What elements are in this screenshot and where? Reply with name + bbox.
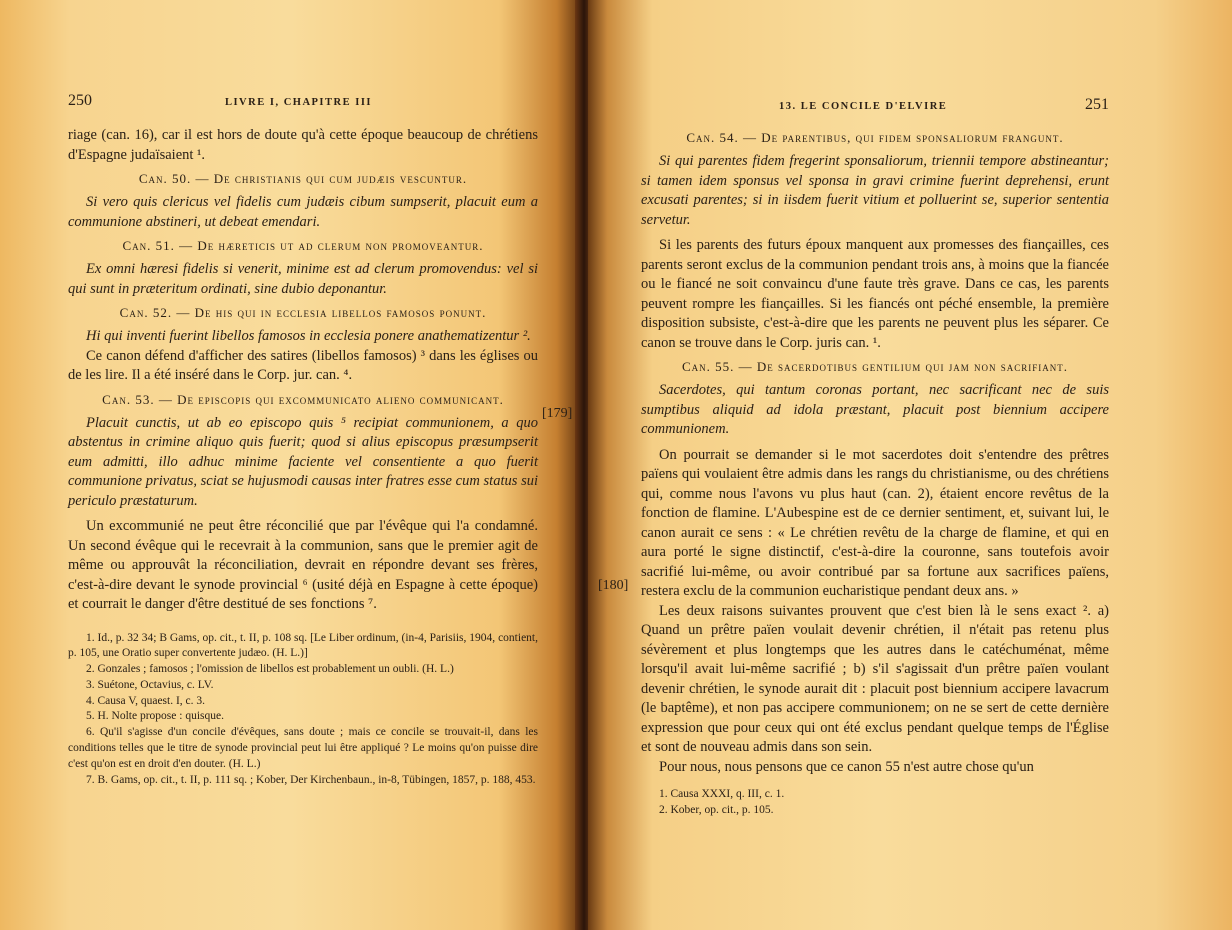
footnote: 7. B. Gams, op. cit., t. II, p. 111 sq. ; Kober, Der Kirchenbaun., in-8, Tübingen, 1857, p. 188, 453. <box>86 773 536 786</box>
footnote: 3. Suétone, Octavius, c. LV. <box>86 678 214 691</box>
canon-heading: Can. 53. — De episcopis qui excommunicato alieno communicant. <box>102 391 504 407</box>
page-marker: [180] <box>598 578 629 593</box>
canon-heading: Can. 51. — De hæreticis ut ad clerum non promoveantur. <box>122 238 484 253</box>
left-page <box>0 0 580 930</box>
canon-commentary: Un excommunié ne peut être réconcilié que par l'évêque qui l'a condamné. Un second évêque qui le recevrait à la communion, sans que le premier agit de même ou approuvât la réconciliation, devrait en répondre devant ses frères, c'est-à-dire devant le synode provincial ⁶ (usité déjà en Espagne à cette époque) et courrait le danger d'être destitué de ses fonctions ⁷. <box>68 518 538 612</box>
footnotes <box>641 787 1109 819</box>
page-number: 250 <box>68 92 92 109</box>
right-page <box>588 0 1232 930</box>
footnote: 6. Qu'il s'agisse d'un concile d'évêques, sans doute ; mais ce concile se trouvait-il, dans les conditions telles que le titre de synode provincial peut lui être appliqué ? Le moins qu'on puisse dire c'est qu'on est en droit d'en douter. (H. L.) <box>68 726 538 770</box>
footnote: 1. Id., p. 32 34; B Gams, op. cit., t. II, p. 108 sq. [Le Liber ordinum, (in-4, Parisiis, 1904, contient, p. 105, une Oratio super convertente judæo. (H. L.)] <box>68 631 538 660</box>
canon-heading: Can. 55. — De sacerdotibus gentilium qui jam non sacrifiant. <box>681 359 1069 374</box>
footnotes <box>68 631 538 789</box>
footnote: 5. H. Nolte propose : quisque. <box>86 710 224 723</box>
body-paragraph: Les deux raisons suivantes prouvent que c'est bien là le sens exact ². a) Quand un prêtre païen voulait devenir chrétien, il n'était pas retenu plus sévèrement et plus longtemps que les autres dans le catéchuménat, même lorsqu'il avait lui-même sacrifié ; b) s'il s'agissait d'un prêtre païen voulant devenir chrétien, le synode aurait dit : placuit post biennium accipere lavacrum (le baptême), et non pas accipere communionem; on ne se sert de cette dernière expression que pour ceux qui ont été exclus pendant quelque temps de l'Église et sont de nouveau admis dans son sein. <box>641 602 1109 755</box>
running-header-right <box>641 96 1109 120</box>
canon-heading: Can. 54. — De parentibus, qui fidem sponsaliorum frangunt. <box>686 130 1064 145</box>
running-head-title: LIVRE I, CHAPITRE III <box>224 97 372 108</box>
footnote: 2. Kober, op. cit., p. 105. <box>659 803 774 816</box>
canon-latin-text: Hi qui inventi fuerint libellos famosos in ecclesia ponere anathematizentur ². <box>86 328 531 344</box>
canon-heading: Can. 52. — De his qui in ecclesia libellos famosos ponunt. <box>119 305 487 320</box>
left-column <box>68 92 538 788</box>
footnote: 2. Gonzales ; famosos ; l'omission de libellos est probablement un oubli. (H. L.) <box>86 663 454 676</box>
canon-commentary: Si les parents des futurs époux manquent aux promesses des fiançailles, ces parents seront exclus de la communion pendant trois ans, à moins que la fiancée ou le fiancé ne soit convaincu d'une faute très grave. Dans ce cas, les parents peuvent rompre les fiançailles. Si les fiancés ont péché ensemble, la première disposition subsiste, c'est-à-dire que les parents ne peuvent plus les séparer. Ce canon se trouve dans le Corp. juris can. ¹. <box>641 237 1109 351</box>
running-header-left <box>68 92 538 116</box>
footnote: 4. Causa V, quaest. I, c. 3. <box>86 694 206 707</box>
page-number: 251 <box>1085 96 1109 113</box>
body-paragraph: On pourrait se demander si le mot sacerdotes doit s'entendre des prêtres païens qui voulaient être admis dans les rangs du christianisme, ou des chrétiens qui, comme nous l'avons vu plus haut (can. 2), étaient encore revêtus de la fonction de flamine. L'Aubespine est de ce dernier sentiment, et, suivant lui, le canon aurait ce sens : « Le chrétien revêtu de la charge de flamine, et qui en aura porté le signe distinctif, c'est-à-dire la couronne, sans toutefois avoir sacrifié lui-même, ou avoir contribué par sa fortune aux sacrifices païens, restera exclu de la communion eucharistique pendant deux ans. » <box>641 446 1109 599</box>
canon-latin-text: Placuit cunctis, ut ab eo episcopo quis ⁵ recipiat communionem, a quo abstentus in crimine aliquo quis fuerit; quod si alius episcopus præsumpserit eum admitti, illo adhuc minime faciente vel consentiente a quo fuerit communione privatus, sciat se hujusmodi causas inter fratres esse cum status sui periculo præstaturum. <box>68 414 538 509</box>
canon-latin-text: Si vero quis clericus vel fidelis cum judæis cibum sumpserit, placuit eum a communione abstineri, ut debeat emendari. <box>68 194 538 230</box>
canon-commentary: Ce canon défend d'afficher des satires (libellos famosos) ³ dans les églises ou de les lire. Il a été inséré dans le Corp. jur. can. ⁴. <box>68 347 538 383</box>
body-paragraph: riage (can. 16), car il est hors de doute qu'à cette époque beaucoup de chrétiens d'Espagne judaïsaient ¹. <box>68 127 538 163</box>
running-head-title: 13. LE CONCILE D'ELVIRE <box>779 101 948 112</box>
footnote: 1. Causa XXXI, q. III, c. 1. <box>659 788 785 800</box>
canon-latin-text: Ex omni hæresi fidelis si venerit, minime est ad clerum promovendus: vel si qui sunt in præteritum ordinati, sine dubio deponantur. <box>68 261 538 297</box>
body-paragraph: Pour nous, nous pensons que ce canon 55 n'est autre chose qu'un <box>659 758 1034 775</box>
page-marker: [179] <box>542 406 573 421</box>
right-column <box>641 96 1109 819</box>
canon-heading: Can. 50. — De christianis qui cum judæis vescuntur. <box>138 171 468 186</box>
canon-latin-text: Sacerdotes, qui tantum coronas portant, nec sacrificant nec de suis sumptibus aliquid ad idola præstant, placuit post biennium accipere communionem. <box>641 382 1109 437</box>
canon-latin-text: Si qui parentes fidem fregerint sponsaliorum, triennii tempore abstineantur; si tamen idem sponsus vel sponsa in gravi crimine fuerint deprehensi, erunt excusati parentes; si in iisdem fuerit vitium et polluerint se, superior sententia servetur. <box>641 153 1109 228</box>
